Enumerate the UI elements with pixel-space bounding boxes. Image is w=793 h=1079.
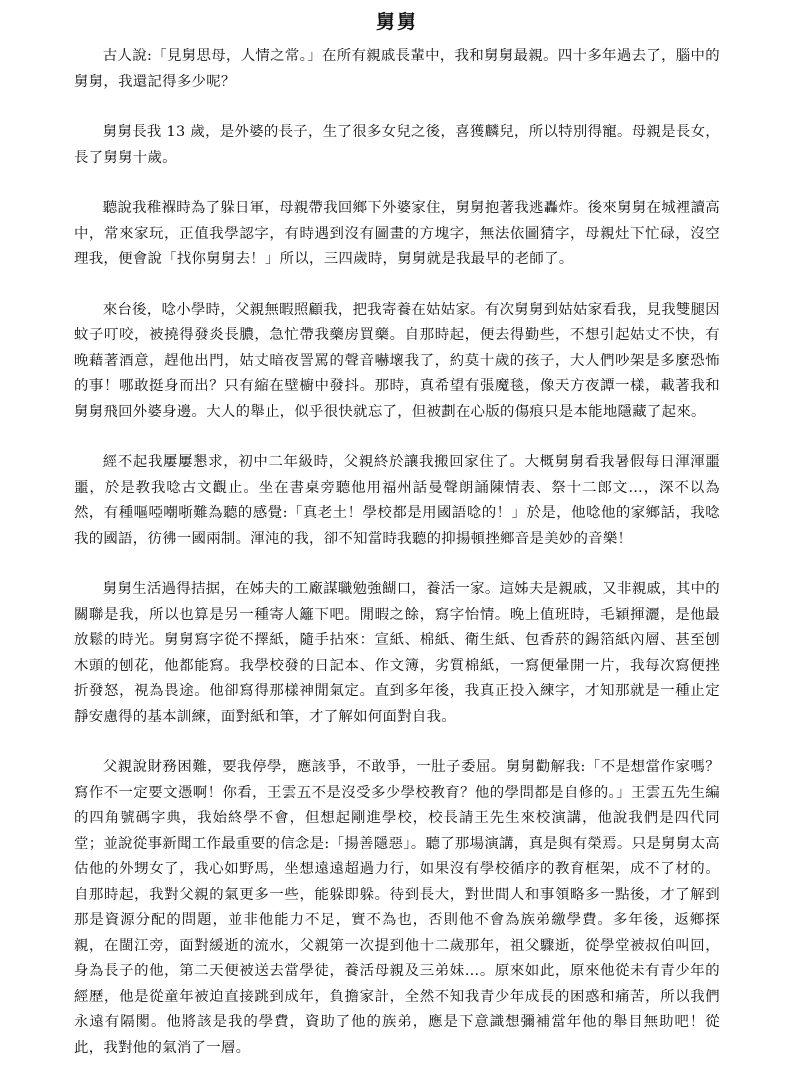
paragraph-3: 聽說我稚褓時為了躲日軍，母親帶我回鄉下外婆家住，舅舅抱著我逃轟炸。後來舅舅在城裡讀高中，常來家玩，正值我學認字，有時遇到沒有圖畫的方塊字，無法依圖猜字，母親灶下忙碌，沒空理我，便會說「找你舅舅去！」所以，三四歲時，舅舅就是我最早的老師了。 (74, 200, 720, 267)
paragraph-4: 來台後，唸小學時，父親無暇照顧我，把我寄養在姑姑家。有次舅舅到姑姑家看我，見我雙腿因蚊子叮咬，被撓得發炎長膿，急忙帶我藥房買藥。自那時起，便去得勤些，不想引起姑丈不快，有晚藉著酒意，趕他出門，姑丈暗夜詈罵的聲音嚇壞我了，約莫十歲的孩子，大人們吵架是多麼恐怖的事！哪敢挺身而出？只有縮在壁櫥中發抖。那時，真希望有張魔毯，像天方夜譚一樣，載著我和舅舅飛回外婆身邊。大人的舉止，似乎很快就忘了，但被劃在心版的傷痕只是本能地隱藏了起來。 (74, 301, 720, 420)
paragraph-gap (74, 273, 720, 298)
page-title: 舅舅 (375, 11, 418, 33)
paragraph-7: 父親說財務困難，要我停學，應該爭，不敢爭，一肚子委屈。舅舅勸解我:「不是想當作家嗎？寫作不一定要文憑啊！你看，王雲五不是沒受多少學校教育？他的學問都是自修的。」王雲五先生編的四角號碼字典，我始終學不會，但想起剛進學校，校長請王先生來校演講，他說我們是四代同堂；並說從事新聞工作最重要的信念是:「揚善隱惡」。聽了那場演講，真是與有榮焉。只是舅舅太高估他的外甥女了，我心如野馬，坐想遠遠超過力行，如果沒有學校循序的教育框架，成不了材的。自那時起，我對父親的氣更多一些，能躲即躲。待到長大，對世間人和事領略多一點後，才了解到那是資源分配的問題，並非他能力不足，實不為也，否則他不會為族弟繳學費。多年後，返鄉探親，在閩江旁，面對緩逝的流水，父親第一次提到他十二歲那年，祖父驟逝，從學堂被叔伯叫回，身為長子的他，第二天便被送去當學徒，養活母親及三弟妹…。原來如此，原來他從未有青少年的經歷，他是從童年被迫直接跳到成年，負擔家計，全然不知我青少年成長的困惑和痛苦，所以我們永遠有隔閡。他將該是我的學費，資助了他的族弟，應是下意識想彌補當年他的舉目無助吧！從此，我對他的氣消了一層。 (74, 759, 720, 1056)
paragraph-6: 舅舅生活過得拮据，在姊夫的工廠謀職勉強餬口，養活一家。這姊夫是親戚，又非親戚，其中的關聯是我，所以也算是另一種寄人籬下吧。閒暇之餘，寫字怡情。晚上值班時，毛穎揮灑，是他最放鬆的時光。舅舅寫字從不擇紙，隨手拈來：宣紙、棉紙、衛生紙、包香菸的錫箔紙內層、甚至刨木頭的刨花，他都能寫。我學校發的日記本、作文簿，劣質棉紙，一寫便暈開一片，我每次寫便挫折發怒，視為畏途。他卻寫得那樣神閒氣定。直到多年後，我真正投入練字，才知那就是一種止定靜安慮得的基本訓練，面對紙和筆，才了解如何面對自我。 (74, 581, 720, 725)
paragraph-gap (74, 730, 720, 755)
paragraph-2: 舅舅長我 13 歲，是外婆的長子，生了很多女兒之後，喜獲麟兒，所以特別得寵。母親是長女，長了舅舅十歲。 (74, 124, 720, 166)
paragraph-5: 經不起我屢屢懇求，初中二年級時，父親終於讓我搬回家住了。大概舅舅看我暑假每日渾渾噩噩，於是教我唸古文觀止。坐在書桌旁聽他用福州話曼聲朗誦陳情表、祭十二郎文…，深不以為然，有種嘔啞嘲哳難為聽的感覺:「真老土！學校都是用國語唸的！」於是，他唸他的家鄉話，我唸我的國語，彷彿一國兩制。渾沌的我，卻不知當時我聽的抑揚頓挫鄉音是美妙的音樂！ (74, 454, 720, 547)
paragraph-gap (74, 95, 720, 120)
paragraph-gap (74, 552, 720, 577)
paragraph-1: 古人說:「見舅思母，人情之常。」在所有親戚長輩中，我和舅舅最親。四十多年過去了，腦中的舅舅，我還記得多少呢？ (74, 48, 720, 90)
paragraph-gap (74, 425, 720, 450)
paragraph-gap (74, 171, 720, 196)
document-page (74, 8, 720, 1061)
